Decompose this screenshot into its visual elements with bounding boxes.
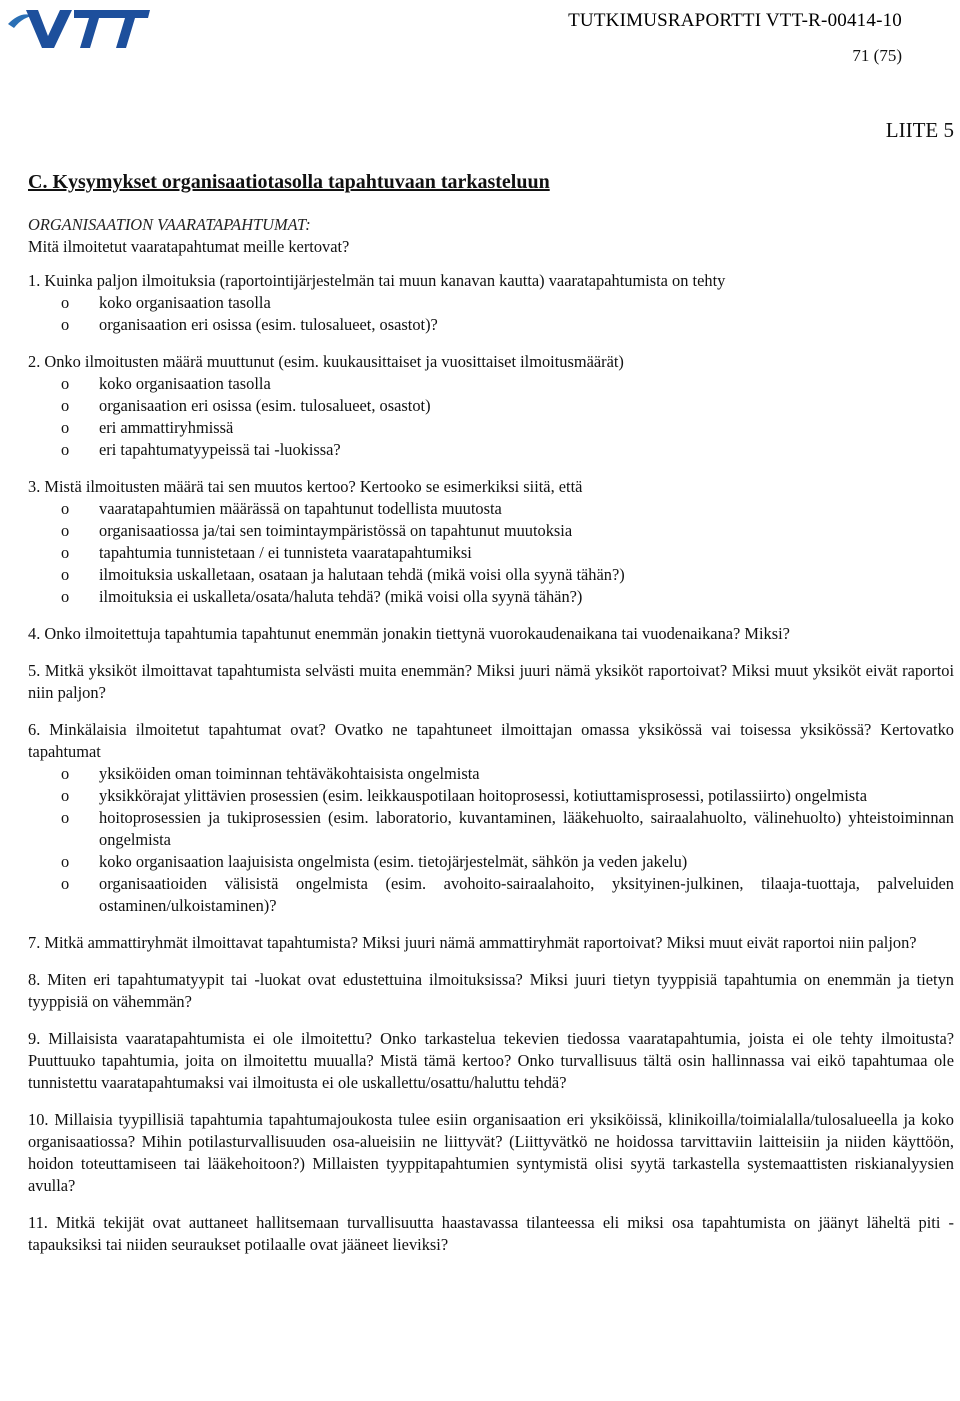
question-text: 11. Mitkä tekijät ovat auttaneet hallitsemaan turvallisuutta haastavassa tilanteessa eli miksi osa tapahtumista on jäänyt läheltä piti -tapauksiksi tai niiden seuraukset potilaalle ovat jääneet lieviksi? [28,1213,954,1254]
question-block [28,351,954,461]
question-block [28,969,954,1013]
list-item [28,785,954,807]
option-text: koko organisaation tasolla [99,374,271,393]
option-text: organisaatioiden välisistä ongelmista (esim. avohoito-sairaalahoito, yksityinen-julkinen, tilaaja-tuottaja, palveluiden ostaminen/ulkoistaminen)? [99,874,954,915]
question-block [28,932,954,954]
option-list [28,763,954,917]
option-list [28,498,954,608]
subheading: ORGANISAATION VAARATAPAHTUMAT: [28,215,311,234]
list-item [28,564,954,586]
bullet-marker: o [61,852,70,871]
list-item [28,417,954,439]
bullet-marker: o [61,565,70,584]
question-block [28,1109,954,1197]
list-item [28,807,954,851]
option-text: eri ammattiryhmissä [99,418,234,437]
option-text: tapahtumia tunnistetaan / ei tunnisteta vaaratapahtumiksi [99,543,472,562]
question-block [28,1028,954,1094]
list-item [28,586,954,608]
vtt-logo [4,2,152,54]
option-text: vaaratapahtumien määrässä on tapahtunut todellista muutosta [99,499,502,518]
question-text: 10. Millaisia tyypillisiä tapahtumia tapahtumajoukosta tulee esiin organisaation eri yksiköissä, klinikoilla/toimialalla/tulosalueella ja koko organisaatiossa? Mihin potilasturvallisuuden osa-alueisiin ne liittyvät? (Liittyvätkö ne hoidossa tarvittaviin laitteisiin ja niiden käyttöön, hoidon toteuttamiseen tai lääkehoitoon?) Millaisten tyyppitapahtumien syntymistä olisi syytä tarkastella systemaattisten riskianalyysien avulla? [28,1110,954,1195]
list-item [28,520,954,542]
question-block [28,476,954,608]
list-item [28,498,954,520]
bullet-marker: o [61,874,70,893]
bullet-marker: o [61,764,70,783]
option-text: koko organisaation laajuisista ongelmista (esim. tietojärjestelmät, sähkön ja veden jakelu) [99,852,688,871]
question-text: 1. Kuinka paljon ilmoituksia (raportointijärjestelmän tai muun kanavan kautta) vaaratapahtumista on tehty [28,271,726,290]
question-text: 7. Mitkä ammattiryhmät ilmoittavat tapahtumista? Miksi juuri nämä ammattiryhmät raportoivat? Miksi muut eivät raportoi niin paljon? [28,933,917,952]
option-text: ilmoituksia ei uskalleta/osata/haluta tehdä? (mikä voisi olla syynä tähän?) [99,587,583,606]
question-block [28,1212,954,1256]
bullet-marker: o [61,418,70,437]
page-number: 71 (75) [852,46,902,65]
question-block [28,719,954,917]
bullet-marker: o [61,808,70,827]
question-text: 5. Mitkä yksiköt ilmoittavat tapahtumista selvästi muita enemmän? Miksi juuri nämä yksiköt raportoivat? Miksi muut yksiköt eivät raportoi niin paljon? [28,661,954,702]
report-id: TUTKIMUSRAPORTTI VTT-R-00414-10 [568,10,902,31]
section-heading: C. Kysymykset organisaatiotasolla tapahtuvaan tarkasteluun [28,171,550,193]
list-item [28,314,954,336]
bullet-marker: o [61,587,70,606]
bullet-marker: o [61,293,70,312]
option-text: hoitoprosessien ja tukiprosessien (esim. laboratorio, kuvantaminen, lääkehuolto, sairaalahuolto, välinehuolto) yhteistoiminnan ongelmista [99,808,954,849]
appendix-label: LIITE 5 [885,118,954,142]
question-text: 8. Miten eri tapahtumatyypit tai -luokat ovat edustettuina ilmoituksissa? Miksi juuri tietyn tyyppisiä tapahtumia on enemmän ja tietyn tyyppisiä on vähemmän? [28,970,954,1011]
question-text: 4. Onko ilmoitettuja tapahtumia tapahtunut enemmän jonakin tiettynä vuorokaudenaikana tai vuodenaikana? Miksi? [28,624,790,643]
question-block [28,623,954,645]
list-item [28,763,954,785]
list-item [28,395,954,417]
bullet-marker: o [61,521,70,540]
bullet-marker: o [61,499,70,518]
option-text: organisaation eri osissa (esim. tulosalueet, osastot) [99,396,431,415]
option-list [28,292,954,336]
list-item [28,851,954,873]
bullet-marker: o [61,315,70,334]
option-list [28,373,954,461]
bullet-marker: o [61,440,70,459]
question-text: 6. Minkälaisia ilmoitetut tapahtumat ovat? Ovatko ne tapahtuneet ilmoittajan omassa yksikössä vai toisessa yksikössä? Kertovatko tapahtumat [28,720,954,761]
bullet-marker: o [61,543,70,562]
option-text: eri tapahtumatyypeissä tai -luokissa? [99,440,341,459]
bullet-marker: o [61,374,70,393]
question-text: 3. Mistä ilmoitusten määrä tai sen muutos kertoo? Kertooko se esimerkiksi siitä, että [28,477,583,496]
intro-question: Mitä ilmoitetut vaaratapahtumat meille kertovat? [28,237,350,256]
question-text: 9. Millaisista vaaratapahtumista ei ole ilmoitettu? Onko tarkastelua tekevien tiedossa vaaratapahtumia, joista ei ole tehty ilmoitusta? Puuttuuko tapahtumia, joita on ilmoitettu muualla? Mistä tämä kertoo? Onko turvallisuus tältä osin hallinnassa vai eikö tapahtumaa ole tunnistettu vaaratapahtumaksi vai ilmoitusta ei ole uskallettu/osattu/haluttu tehdä? [28,1029,954,1092]
option-text: koko organisaation tasolla [99,293,271,312]
bullet-marker: o [61,786,70,805]
list-item [28,292,954,314]
vtt-logo-icon [4,2,152,54]
list-item [28,373,954,395]
list-item [28,542,954,564]
question-text: 2. Onko ilmoitusten määrä muuttunut (esim. kuukausittaiset ja vuosittaiset ilmoitusmäärät) [28,352,624,371]
list-item [28,439,954,461]
option-text: yksiköiden oman toiminnan tehtäväkohtaisista ongelmista [99,764,480,783]
list-item [28,873,954,917]
question-list [28,270,954,1256]
question-block [28,660,954,704]
option-text: organisaatiossa ja/tai sen toimintaympäristössä on tapahtunut muutoksia [99,521,573,540]
question-block [28,270,954,336]
option-text: ilmoituksia uskalletaan, osataan ja halutaan tehdä (mikä voisi olla syynä tähän?) [99,565,625,584]
bullet-marker: o [61,396,70,415]
option-text: yksikkörajat ylittävien prosessien (esim. leikkauspotilaan hoitoprosessi, kotiuttamisprosessi, potilassiirto) ongelmista [99,786,867,805]
document-body [28,168,954,1271]
option-text: organisaation eri osissa (esim. tulosalueet, osastot)? [99,315,438,334]
